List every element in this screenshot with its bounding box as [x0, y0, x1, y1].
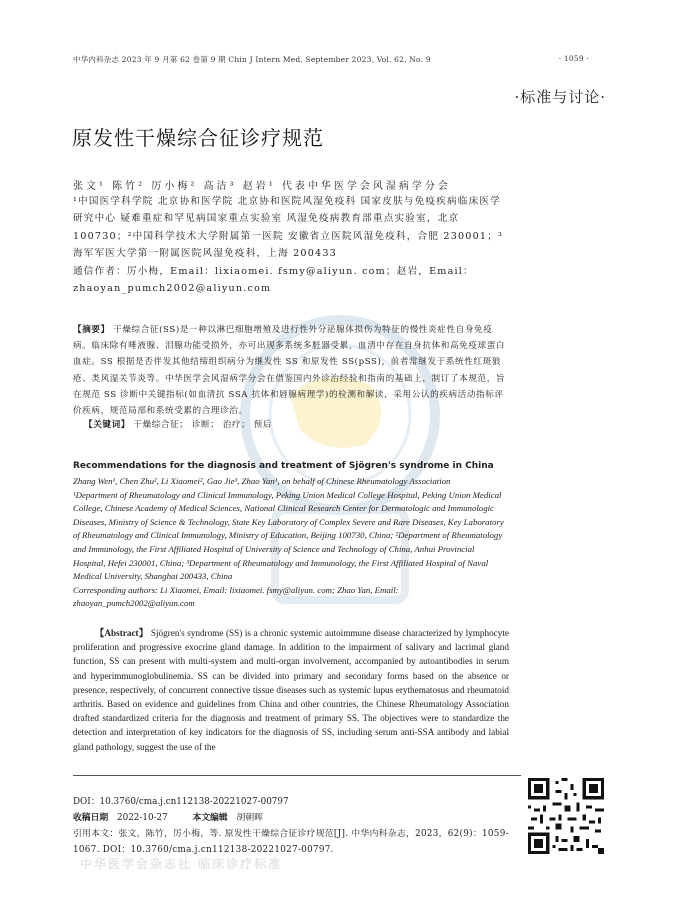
- keywords-cn-label: 【关键词】: [84, 420, 130, 430]
- citation: 引用本文：张文，陈竹，厉小梅，等. 原发性干燥综合征诊疗规范[J]. 中华内科杂志，2023，62(9)：1059-1067. DOI：10.3760/cma.j.cn112138-20221027-00797.: [73, 829, 509, 855]
- article-title-en: Recommendations for the diagnosis and treatment of Sjögren's syndrome in China: [73, 461, 494, 471]
- affiliations-cn: ¹中国医学科学院 北京协和医学院 北京协和医院风湿免疫科 国家皮肤与免疫疾病临床医学研究中心 疑难重症和罕见病国家重点实验室 风湿免疫病教育部重点实验室，北京 100730；²中国科学技术大学附属第一医院 安徽省立医院风湿免疫科，合肥 230001；³海军军医大学第一附属医院风湿免疫科，上海 200433: [73, 196, 504, 260]
- affiliations-en: ¹Department of Rheumatology and Clinical Immunology, Peking Union Medical College Hospital, Peking Union Medical College, Chinese Academy of Medical Sciences, National Clinical Research Center for Dermatologic and Immunologic Diseases, Ministry of Science & Technology, State Key Laboratory of Complex Severe and Rare Diseases, Key Laboratory of Rheumatology and Clinical Immunology, Ministry of Education, Beijing 100730, China; ²Department of Rheumatology and Immunology, the First Affiliated Hospital of University of Science and Technology of China, Anhui Provincial Hospital, Hefei 230001, China; ³Department of Rheumatology and Immunology, the First Affiliated Hospital of Naval Medical University, Shanghai 200433, China: [73, 489, 504, 582]
- abstract-cn: [73, 322, 509, 419]
- footer-logo-text: 中华医学会杂志社 临床诊疗标准: [80, 857, 283, 871]
- doi-line[interactable]: DOI：10.3760/cma.j.cn112138-20221027-00797: [73, 797, 289, 807]
- running-header-journal: 中华内科杂志 2023 年 9 月第 62 卷第 9 期 Chin J Intern Med, September 2023, Vol. 62, No. 9: [73, 55, 431, 64]
- page-number: · 1059 ·: [558, 54, 589, 63]
- corresponding-en: Corresponding authors: Li Xiaomei, Email: lixiaomei. fsmy@aliyun. com; Zhao Yan, Email: zhaoyan_pumch2002@aliyun.com: [73, 584, 399, 609]
- received-label: 收稿日期: [73, 813, 109, 823]
- editor-label: 本文编辑: [192, 813, 228, 823]
- received-date: 2022-10-27: [117, 813, 168, 823]
- keywords-cn: [84, 418, 272, 430]
- abstract-cn-text: 干燥综合征(SS)是一种以淋巴细胞增殖及进行性外分泌腺体损伤为特征的慢性炎症性自身免疫病。临床除有唾液腺、泪腺功能受损外，亦可出现多系统多脏器受累，血清中存在自身抗体和高免疫球蛋白血症。SS 根据是否伴发其他结缔组织病分为继发性 SS 和原发性 SS(pSS)，前者常继发于系统性红斑狼疮、类风湿关节炎等。中华医学会风湿病学分会在借鉴国内外诊治经验和指南的基础上，制订了本规范，旨在规范 SS 诊断中关键指标(如血清抗 SSA 抗体和唇腺病理学)的检测和解读，采用公认的疾病活动指标评价疾病，规范局部和系统受累的合理诊治。: [73, 325, 506, 417]
- footnote-divider: [73, 775, 521, 776]
- editor-name: 胡朝晖: [236, 813, 263, 823]
- abstract-en-label: 【Abstract】: [95, 628, 149, 638]
- received-editor-line: [73, 810, 263, 823]
- column-tag: ·标准与讨论·: [514, 88, 606, 106]
- authors-en: Zhang Wen¹, Chen Zhu², Li Xiaomei², Gao Jie³, Zhao Yan¹, on behalf of Chinese Rheumatology Association: [73, 476, 451, 486]
- keywords-cn-text: 干燥综合征； 诊断； 治疗； 预后: [133, 420, 273, 430]
- abstract-en-text: Sjögren's syndrome (SS) is a chronic systemic autoimmune disease characterized by lymphocyte proliferation and progressive exocrine gland damage. In addition to the impairment of salivary and lacrimal gland function, SS can present with multi-system and multi-organ involvement, accompanied by autoantibodies in serum and hyperimmunoglobulinemia. SS can be divided into primary and secondary forms based on the absence or presence, respectively, of concurrent connective tissue diseases such as systemic lupus erythematosus and rheumatoid arthritis. Based on evidence and guidelines from China and other countries, the Chinese Rheumatology Association drafted standardized criteria for the diagnosis and treatment of primary SS. The objectives were to standardize the detection and interpretation of key indicators for the diagnosis of SS, including serum anti-SSA antibody and labial gland pathology, suggest the use of the: [73, 628, 509, 752]
- abstract-en: [73, 626, 509, 754]
- abstract-cn-label: 【摘要】: [73, 325, 110, 335]
- authors-affiliations-en: [73, 475, 509, 611]
- article-title: 原发性干燥综合征诊疗规范: [72, 126, 324, 150]
- corresponding-cn: 通信作者：厉小梅，Email：lixiaomei. fsmy@aliyun. com；赵岩，Email：zhaoyan_pumch2002@aliyun.com: [73, 265, 474, 295]
- qr-code-icon[interactable]: [528, 778, 604, 854]
- authors-cn: 张文¹ 陈竹² 厉小梅² 高洁³ 赵岩¹ 代表中华医学会风湿病学分会: [73, 181, 451, 192]
- affiliations-cn-block: [73, 193, 509, 297]
